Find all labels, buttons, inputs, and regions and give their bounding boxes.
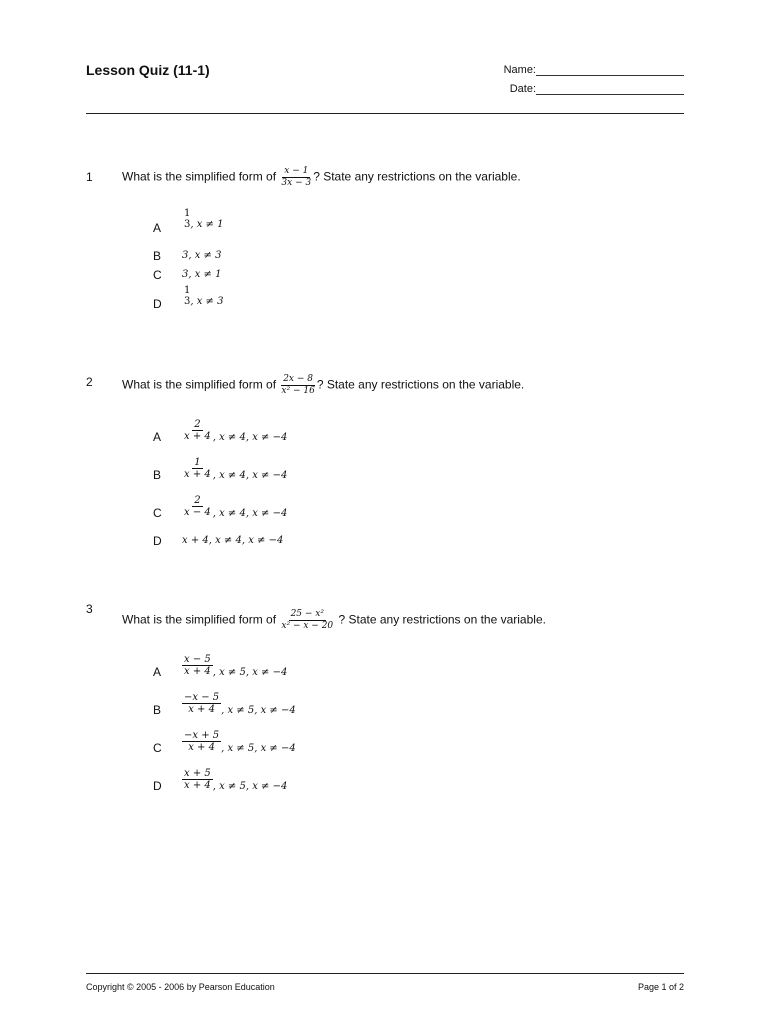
choice-letter: C: [153, 741, 162, 755]
question-text: [122, 166, 521, 189]
question-fraction: $\frac{\text{25 − x²}}{\text{x² − x − 20}}$: [281, 609, 334, 631]
choice-answer[interactable]: $\frac{-x - 5}{x + 4}$ , x ≠ 5, x ≠ −4: [184, 692, 296, 716]
answer-fraction: $\frac{2}{x + 4}$: [184, 419, 211, 442]
header-divider: [86, 113, 684, 114]
copyright-text: Copyright © 2005 - 2006 by Pearson Education: [86, 982, 275, 992]
quiz-title: Lesson Quiz (11-1): [86, 62, 210, 78]
answer-fraction: 1 3, x ≠ 3: [184, 285, 224, 307]
choice-letter: D: [153, 779, 162, 793]
choice-letter: A: [153, 430, 162, 444]
answer-fraction: $\frac{2}{x - 4}$: [184, 495, 211, 518]
choice-letter: A: [153, 221, 162, 235]
question-text: [122, 609, 546, 632]
choice-letter: B: [153, 703, 162, 717]
date-line: [536, 83, 684, 95]
question-suffix: ? State any restrictions on the variable.: [313, 169, 521, 184]
choice-letter: C: [153, 268, 162, 282]
question-number: 2: [86, 375, 93, 389]
question-suffix: ? State any restrictions on the variable.: [338, 612, 546, 627]
question-text: [122, 374, 524, 397]
name-field: [504, 64, 684, 76]
page-number: Page 1 of 2: [637, 982, 684, 992]
question-prefix: What is the simplified form of: [122, 377, 277, 392]
question-fraction: $\frac{2x - 8}{\text{x² − 16}}$: [281, 374, 315, 396]
choice-answer[interactable]: x + 4, x ≠ 4, x ≠ −4: [182, 535, 284, 546]
question-fraction: $\frac{x - 1}{3x - 3}$: [281, 166, 312, 188]
choice-letter: B: [153, 468, 162, 482]
answer-fraction: $\frac{x + 5}{x + 4}$: [184, 768, 211, 791]
choice-answer[interactable]: $\frac{1}{x + 4}$ , x ≠ 4, x ≠ −4: [184, 457, 288, 481]
answer-fraction: $\frac{-x + 5}{x + 4}$: [184, 730, 220, 753]
footer-divider: [86, 973, 684, 974]
name-line: [536, 64, 684, 76]
question-number: 3: [86, 602, 93, 616]
choice-answer[interactable]: [182, 285, 225, 307]
choice-answer[interactable]: $\frac{x - 5}{x + 4}$ , x ≠ 5, x ≠ −4: [184, 654, 288, 678]
choice-answer[interactable]: $\frac{2}{x + 4}$ , x ≠ 4, x ≠ −4: [184, 419, 288, 443]
choice-answer[interactable]: $\frac{2}{x - 4}$ , x ≠ 4, x ≠ −4: [184, 495, 288, 519]
choice-letter: C: [153, 506, 162, 520]
question-prefix: What is the simplified form of: [122, 169, 277, 184]
choice-letter: D: [153, 297, 162, 311]
choice-letter: A: [153, 665, 162, 679]
choice-answer[interactable]: $\frac{x + 5}{x + 4}$ , x ≠ 5, x ≠ −4: [184, 768, 288, 792]
choice-letter: B: [153, 249, 162, 263]
choice-answer[interactable]: 3, x ≠ 1: [182, 269, 222, 280]
answer-fraction: 1 3, x ≠ 1: [184, 208, 224, 230]
answer-fraction: $\frac{x - 5}{x + 4}$: [184, 654, 211, 677]
choice-answer[interactable]: 3, x ≠ 3: [182, 250, 222, 261]
question-suffix: ? State any restrictions on the variable.: [316, 377, 525, 392]
answer-fraction: $\frac{-x - 5}{x + 4}$: [184, 692, 220, 715]
date-label: Date:: [509, 83, 536, 95]
name-label: Name:: [503, 64, 536, 76]
question-number: 1: [86, 170, 93, 184]
choice-answer[interactable]: [182, 208, 225, 230]
choice-answer[interactable]: $\frac{-x + 5}{x + 4}$ , x ≠ 5, x ≠ −4: [184, 730, 296, 754]
date-field: [510, 83, 684, 95]
question-prefix: What is the simplified form of: [122, 612, 277, 627]
choice-letter: D: [153, 534, 162, 548]
answer-fraction: $\frac{1}{x + 4}$: [184, 457, 211, 480]
